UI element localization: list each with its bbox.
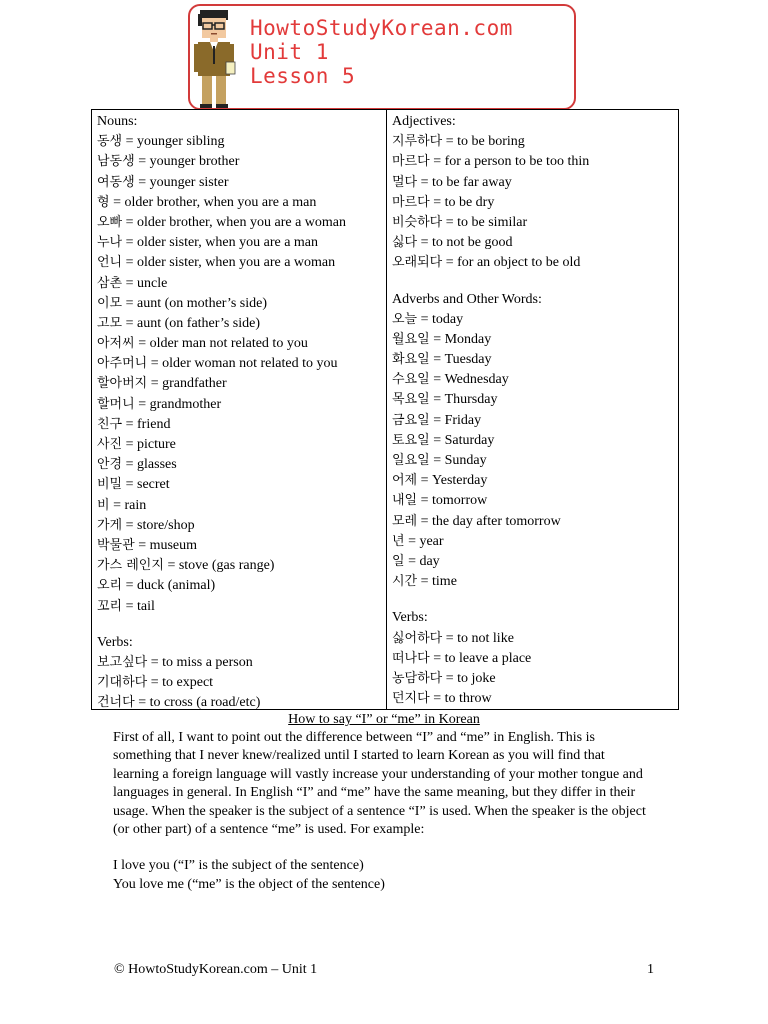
vocab-column-left xyxy=(97,112,383,713)
korean-word: 싫어하다 xyxy=(392,630,443,646)
english-meaning: = rain xyxy=(109,497,147,513)
korean-word: 농담하다 xyxy=(392,670,443,686)
korean-word: 가게 xyxy=(97,517,123,533)
english-meaning: = Saturday xyxy=(429,432,495,448)
english-meaning: = friend xyxy=(122,416,171,432)
vocab-heading xyxy=(392,608,676,628)
section-body xyxy=(113,729,653,894)
korean-word: 누나 xyxy=(97,235,123,251)
vocab-entry xyxy=(97,314,383,334)
heading-label: Adjectives: xyxy=(392,114,456,129)
korean-word: 사진 xyxy=(97,437,123,452)
english-meaning: = aunt (on father’s side) xyxy=(122,315,260,331)
english-meaning: = tomorrow xyxy=(417,493,488,509)
vocab-column-right xyxy=(392,112,676,709)
vocab-entry xyxy=(392,649,676,669)
korean-word: 비슷하다 xyxy=(392,214,443,230)
english-meaning: = to expect xyxy=(147,675,214,691)
heading-label: Verbs: xyxy=(97,634,133,650)
vocab-entry xyxy=(97,475,383,495)
korean-word: 시간 xyxy=(392,574,418,590)
korean-word: 오리 xyxy=(97,578,123,594)
column-divider xyxy=(386,110,387,709)
vocab-entry xyxy=(392,532,676,552)
english-meaning: = the day after tomorrow xyxy=(417,513,561,529)
english-meaning: = older woman not related to you xyxy=(147,356,338,372)
english-meaning: = older brother, when you are a man xyxy=(109,194,317,210)
vocab-entry xyxy=(97,193,383,213)
vocab-entry xyxy=(392,132,676,152)
vocab-entry xyxy=(97,173,383,193)
lesson-label: Lesson 5 xyxy=(250,64,356,88)
english-meaning: = to be similar xyxy=(442,214,528,230)
english-meaning: = Thursday xyxy=(429,392,498,408)
korean-word: 마르다 xyxy=(392,154,430,170)
english-meaning: = to miss a person xyxy=(147,654,253,670)
vocab-entry xyxy=(392,152,676,172)
korean-word: 할아버지 xyxy=(97,376,148,392)
vocab-entry xyxy=(392,669,676,689)
korean-word: 아저씨 xyxy=(97,336,135,352)
vocab-entry xyxy=(392,471,676,491)
vocab-entry xyxy=(97,496,383,516)
english-meaning: = Sunday xyxy=(429,453,487,468)
korean-word: 토요일 xyxy=(392,432,430,448)
heading-label: Nouns: xyxy=(97,114,138,129)
korean-word: 오빠 xyxy=(97,214,123,230)
korean-word: 일 xyxy=(392,553,405,569)
english-meaning: = secret xyxy=(122,477,170,493)
korean-word: 월요일 xyxy=(392,331,430,347)
vocab-entry xyxy=(392,512,676,532)
korean-word: 삼촌 xyxy=(97,275,123,291)
vocab-entry xyxy=(392,233,676,253)
example-sentence-2: You love me (“me” is the object of the sentence) xyxy=(113,876,385,892)
vocab-gap xyxy=(392,274,676,290)
korean-word: 아주머니 xyxy=(97,356,148,372)
vocab-heading xyxy=(392,112,676,132)
korean-word: 목요일 xyxy=(392,392,430,408)
korean-word: 박물관 xyxy=(97,537,135,553)
korean-word: 멀다 xyxy=(392,174,418,190)
korean-word: 안경 xyxy=(97,457,123,473)
example-sentence-1: I love you (“I” is the subject of the sentence) xyxy=(113,858,364,874)
vocab-entry xyxy=(97,435,383,455)
english-meaning: = to leave a place xyxy=(429,650,532,666)
mascot-avatar-icon xyxy=(192,8,236,110)
korean-word: 금요일 xyxy=(392,412,430,428)
korean-word: 싫다 xyxy=(392,235,418,251)
vocab-entry xyxy=(392,350,676,370)
english-meaning: = to cross (a road/etc) xyxy=(134,695,261,711)
vocab-entry xyxy=(392,431,676,451)
korean-word: 지루하다 xyxy=(392,134,443,150)
korean-word: 고모 xyxy=(97,315,123,331)
vocab-entry xyxy=(97,597,383,617)
header-banner xyxy=(188,4,576,110)
english-meaning: = store/shop xyxy=(122,517,195,533)
korean-word: 년 xyxy=(392,533,405,549)
footer-copyright: © HowtoStudyKorean.com – Unit 1 xyxy=(114,962,318,977)
banner-title xyxy=(250,16,513,88)
korean-word: 형 xyxy=(97,194,110,210)
english-meaning: = Wednesday xyxy=(429,372,509,388)
vocab-entry xyxy=(392,572,676,592)
vocab-entry xyxy=(97,374,383,394)
english-meaning: = to not be good xyxy=(417,235,513,251)
korean-word: 동생 xyxy=(97,134,123,150)
english-meaning: = time xyxy=(417,574,457,590)
section-title: How to say “I” or “me” in Korean xyxy=(288,712,480,727)
vocabulary-table xyxy=(91,109,679,710)
heading-label: Verbs: xyxy=(392,610,428,626)
vocab-heading xyxy=(392,290,676,310)
korean-word: 친구 xyxy=(97,416,123,432)
english-meaning: = older sister, when you are a man xyxy=(122,235,319,251)
vocab-entry xyxy=(97,576,383,596)
vocab-entry xyxy=(392,552,676,572)
vocab-entry xyxy=(97,294,383,314)
english-meaning: = to not like xyxy=(442,630,514,646)
vocab-entry xyxy=(97,395,383,415)
english-meaning: = for a person to be too thin xyxy=(429,154,590,170)
vocab-entry xyxy=(392,253,676,273)
korean-word: 일요일 xyxy=(392,453,430,468)
vocab-entry xyxy=(97,653,383,673)
korean-word: 이모 xyxy=(97,295,123,311)
vocab-gap xyxy=(392,592,676,608)
english-meaning: = today xyxy=(417,311,464,327)
vocab-entry xyxy=(392,390,676,410)
vocab-entry xyxy=(97,673,383,693)
english-meaning: = uncle xyxy=(122,275,168,291)
korean-word: 꼬리 xyxy=(97,598,123,614)
english-meaning: = Monday xyxy=(429,331,492,347)
vocab-entry xyxy=(392,173,676,193)
english-meaning: = year xyxy=(404,533,444,549)
vocab-heading xyxy=(97,633,383,653)
vocab-entry xyxy=(97,152,383,172)
vocab-entry xyxy=(97,455,383,475)
korean-word: 오늘 xyxy=(392,311,418,327)
english-meaning: = grandmother xyxy=(134,396,222,412)
unit-label: Unit 1 xyxy=(250,40,329,64)
korean-word: 남동생 xyxy=(97,154,135,170)
vocab-entry xyxy=(97,516,383,536)
korean-word: 가스 레인지 xyxy=(97,558,164,574)
korean-word: 언니 xyxy=(97,255,123,271)
english-meaning: = older man not related to you xyxy=(134,336,308,352)
english-meaning: = tail xyxy=(122,598,155,614)
english-meaning: = picture xyxy=(122,437,176,452)
korean-word: 내일 xyxy=(392,493,418,509)
korean-word: 화요일 xyxy=(392,352,430,368)
english-meaning: = grandfather xyxy=(147,376,227,392)
english-meaning: = stove (gas range) xyxy=(163,558,275,574)
english-meaning: = glasses xyxy=(122,457,177,473)
english-meaning: = to throw xyxy=(429,691,492,707)
page-number: 1 xyxy=(647,962,654,977)
english-meaning: = younger sibling xyxy=(122,134,225,150)
korean-word: 비 xyxy=(97,497,110,513)
vocab-entry xyxy=(392,411,676,431)
vocab-entry xyxy=(392,330,676,350)
vocab-entry xyxy=(97,233,383,253)
korean-word: 기대하다 xyxy=(97,675,148,691)
english-meaning: = to be far away xyxy=(417,174,512,190)
vocab-entry xyxy=(392,370,676,390)
english-meaning: = day xyxy=(404,553,440,569)
english-meaning: = older sister, when you are a woman xyxy=(122,255,336,271)
english-meaning: = museum xyxy=(134,537,198,553)
english-meaning: = to be dry xyxy=(429,194,495,210)
vocab-entry xyxy=(97,536,383,556)
korean-word: 보고싶다 xyxy=(97,654,148,670)
english-meaning: = to joke xyxy=(442,670,496,686)
vocab-entry xyxy=(97,274,383,294)
vocab-entry xyxy=(97,415,383,435)
intro-paragraph: First of all, I want to point out the difference between “I” and “me” in English. This is something that I never knew/realized until I started to learn Korean as you will find that learning a foreign language will vastly increase your understanding of your mother tongue and languages in general. In English “I” and “me” have the same meaning, but they differ in their usage. When the speaker is the subject of a sentence “I” is used. When the speaker is the object (or other part) of a sentence “me” is used. For example: xyxy=(113,730,646,838)
korean-word: 여동생 xyxy=(97,174,135,190)
vocab-entry xyxy=(392,213,676,233)
english-meaning: = to be boring xyxy=(442,134,525,150)
korean-word: 어제 xyxy=(392,473,418,489)
korean-word: 떠나다 xyxy=(392,650,430,666)
heading-label: Adverbs and Other Words: xyxy=(392,291,542,307)
english-meaning: = Tuesday xyxy=(429,352,492,368)
english-meaning: = for an object to be old xyxy=(442,255,581,271)
vocab-heading xyxy=(97,112,383,132)
korean-word: 수요일 xyxy=(392,372,430,388)
english-meaning: = younger brother xyxy=(134,154,240,170)
english-meaning: = younger sister xyxy=(134,174,229,190)
english-meaning: = Yesterday xyxy=(417,473,488,489)
vocab-entry xyxy=(97,213,383,233)
korean-word: 비밀 xyxy=(97,477,123,493)
english-meaning: = Friday xyxy=(429,412,482,428)
vocab-gap xyxy=(97,617,383,633)
vocab-entry xyxy=(97,253,383,273)
korean-word: 할머니 xyxy=(97,396,135,412)
korean-word: 오래되다 xyxy=(392,255,443,271)
korean-word: 던지다 xyxy=(392,691,430,707)
vocab-entry xyxy=(392,491,676,511)
korean-word: 건너다 xyxy=(97,695,135,711)
korean-word: 마르다 xyxy=(392,194,430,210)
korean-word: 모레 xyxy=(392,513,418,529)
vocab-entry xyxy=(97,354,383,374)
vocab-entry xyxy=(392,629,676,649)
vocab-entry xyxy=(97,556,383,576)
site-name: HowtoStudyKorean.com xyxy=(250,16,513,40)
vocab-entry xyxy=(392,689,676,709)
vocab-entry xyxy=(392,310,676,330)
vocab-entry xyxy=(392,451,676,471)
english-meaning: = aunt (on mother’s side) xyxy=(122,295,268,311)
english-meaning: = older brother, when you are a woman xyxy=(122,214,346,230)
vocab-entry xyxy=(97,334,383,354)
vocab-entry xyxy=(392,193,676,213)
vocab-entry xyxy=(97,132,383,152)
english-meaning: = duck (animal) xyxy=(122,578,216,594)
